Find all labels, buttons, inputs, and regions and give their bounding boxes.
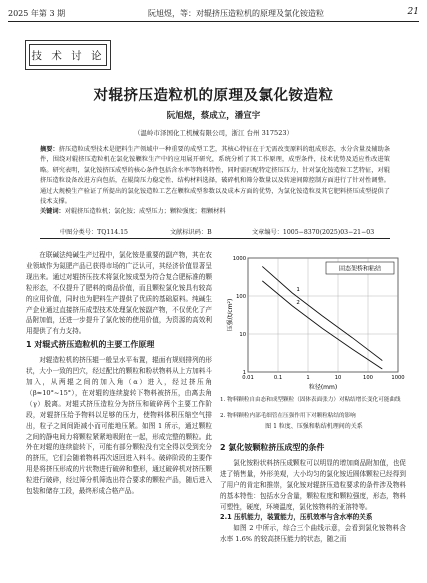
abstract-text: 挤压造粒成型技术是肥料生产领域中一种重要的成型工艺，其核心特征在于无需改变原料的组成形态，水分含量及辅助条件，围绕对辊挤压造粒机在氯化铵颗粒生产中的应用展开研究，系统分析了其工作原理，成型条件，技术优势及适应性改进策略。研究表明，氯化铵挤压成型的核心条件包括含水率等物料特性，同时需匹配特定挤压压力，针对氯化铵造粒工艺特征，对辊挤压造粒设备改进方向包括，在辊筒压力稳定性、结构材料选择，破碎机和筛分数量以及转速间隙控制方面进行了针对性调整。通过大规模生产验证了所提出的氯化铵造粒工艺在颗粒成型参数以及成本方面的优势，为氯化铵造粒及其它肥料挤压成型提供了技术支撑。	[40, 146, 391, 206]
x-tick-label: 1	[306, 375, 310, 381]
subsection-2-1-paragraph: 如图 2 中所示，综合三个曲线示意，会看到氯化铵物料含水率 1.6% 的较高挤压能力的状态，随之而	[220, 524, 406, 544]
section-2-paragraph: 氯化铵粉状料挤压成颗粒可以明显的增加商品附加值，也促进了销售量，外形美观，大小均匀的氯化铵近圆体颗粒已经得到了用户的肯定和推崇，氯化铵对辊挤压造粒要求的条件涉及物料的基本特性：包括水分含量，颗粒粒度和颗粒强度，形态，物料可塑性，硬度，环境温度，氯化铵物料的亚溶特等。	[220, 458, 406, 511]
figure-caption-1: 1. 物料颗粒自由态和成型颗粒（固体表面张力）对粘结增长变化可能曲线	[220, 397, 401, 403]
abstract-rule	[40, 238, 390, 239]
x-axis-label: 粒径(mm)	[308, 384, 338, 391]
figure-1	[226, 252, 405, 420]
running-title: 阮旭煜，等：对辊挤压造粒机的原理及氯化铵造粒	[148, 9, 324, 18]
abstract-label: 摘要：	[40, 146, 59, 153]
intro-paragraph: 在联碱法纯碱生产过程中，氯化铵是重要的副产物，其在农业领域作为氮肥产品已获得市场的广泛认可，其经济价值显著呈现出来。通过对辊挤压技术将氯化铵成型为符合复合肥标准的颗粒形态，不仅提升了肥料的商品价值，而且颗粒氯化铵具有较高的应用价值，同时也为肥料生产提供了优质的基础原料。纯碱生产企业通过直接挤压成型技术处理氯化铵副产物，不仅优化了产品附加值，还进一步提升了氯化铵的使用价值，为资源的高效利用提供了有力支持。	[26, 251, 212, 336]
x-tick-label: 1000	[391, 375, 405, 381]
series-label-2: 2	[296, 299, 300, 306]
section-2-heading: 2 氯化铵颗粒挤压成型的条件	[220, 443, 325, 452]
right-column	[220, 440, 406, 545]
subsection-2-1-heading: 2.1 压机能力，装置能力，压机效率与含水率的关系	[220, 513, 373, 522]
section-1-heading: 1 对辊式挤压造粒机的主要工作原理	[26, 340, 155, 350]
affiliation: （温岭市泽国化工机械有限公司，浙江 台州 317523）	[134, 129, 293, 137]
issue-label: 2025 年第 3 期	[8, 9, 66, 18]
legend-title: 固态架桥和粘结	[338, 265, 382, 273]
y-axis-label: 压强(t/cm²)	[227, 298, 234, 332]
article-title: 对辊挤压造粒机的原理及氯化铵造粒	[93, 88, 334, 104]
page-number: 21	[407, 7, 419, 17]
figure-title: 图 1 粒度、压强和粘结机理间的关系	[265, 423, 363, 430]
left-column	[26, 250, 212, 497]
keywords-label: 关键词：	[40, 208, 65, 216]
section-1-paragraph: 对辊造粒机的挤压辊一般呈水平布置，辊面有规则排列的形状，大小一致的凹穴，经过配比的颗粒和粉状物料从上方加料斗加入，从两辊之间的加入角（α）进入，经过挤压角（β≈10°~15°），在对辊的连续旋转下物料被挤压，由离去角（γ）脱离。对辊式挤压造粒分为挤压和破碎两个主要工作阶段，对辊挤压给予物料以足够的压力，使物料体积压缩空气排出，粒子之间间距减小而可能地压紧。如图 1 所示，通过颗粒之间的静电间力将颗粒紧紧地吸附在一起，形成完整的颗粒。此外在对辊的连续旋转下，可能有部分颗粒没有完全得以受到充分的挤压，它们会随着物料再次返回进入料斗。破碎阶段的主要作用是将挤压形成的片状物进行破碎和整形，通过破碎机对挤压颗粒进行破碎，经过筛分机筛选出符合要求的颗粒产品，随后进入包装和储存工段，最终形成合格产品。	[26, 356, 212, 496]
author-list: 阮旭煜，蔡成立，潘宣宇	[166, 111, 261, 121]
y-tick-label: 1000	[232, 256, 246, 262]
keywords-text: 对辊挤压造粒机；氯化铵；成型压力；颗粒强度；粗颗材料	[64, 208, 226, 216]
clc-number: 中图分类号：TQ114.15	[60, 229, 128, 236]
x-tick-label: 0.01	[242, 375, 254, 381]
x-tick-label: 100	[363, 375, 373, 381]
header-rule	[8, 21, 419, 22]
abstract-block	[40, 145, 390, 218]
article-id: 文章编号：1005−8370(2025)03−21−03	[252, 229, 375, 236]
series-label-1: 1	[296, 286, 300, 293]
figure-1-chart	[226, 252, 405, 392]
y-tick-label: 1	[242, 370, 246, 376]
column-tag-label: 技 术 讨 论	[29, 44, 107, 66]
document-code: 文献标识码：B	[170, 229, 212, 236]
x-tick-label: 0.1	[273, 375, 283, 381]
x-tick-label: 10	[334, 375, 342, 381]
y-tick-label: 100	[236, 294, 246, 300]
column-tag	[25, 40, 111, 70]
figure-caption-2: 2. 物料颗粒内部毛细管在压强作用下对颗粒粘结的影响	[220, 413, 356, 419]
y-tick-label: 10	[239, 332, 246, 338]
running-header	[8, 6, 419, 20]
